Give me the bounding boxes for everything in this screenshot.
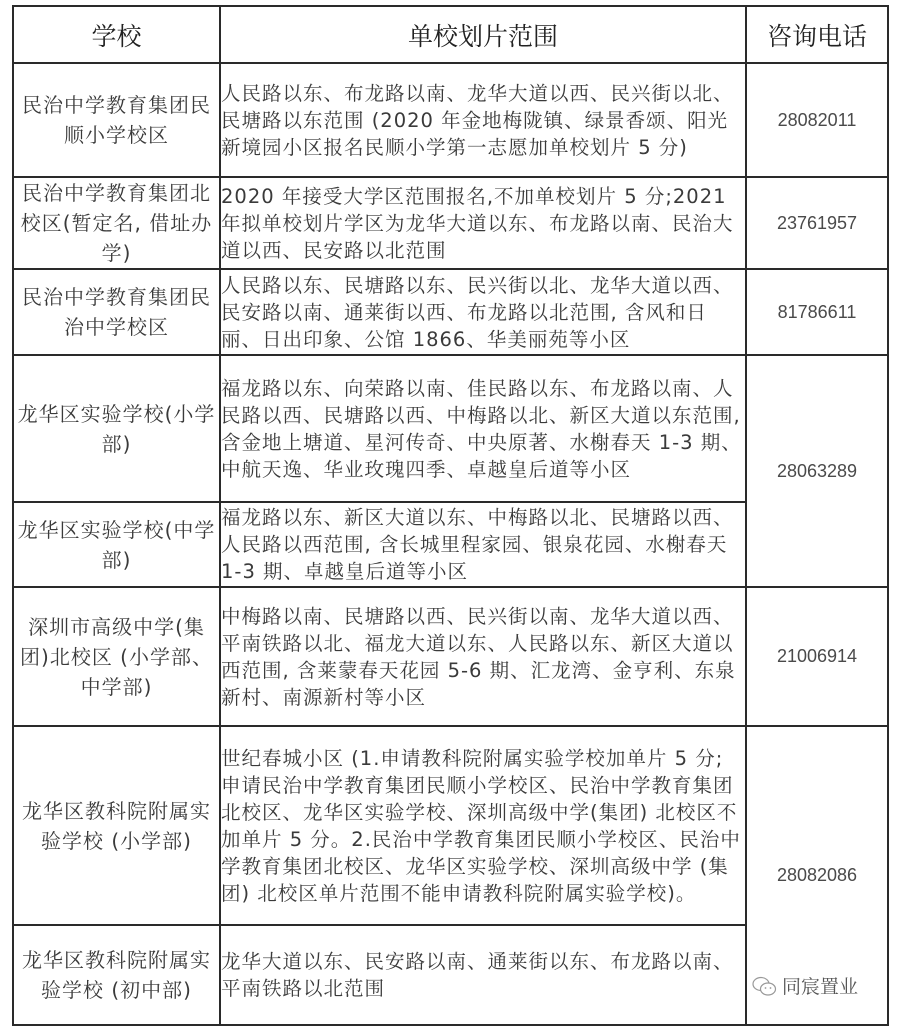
- phone-number: 28063289: [746, 355, 888, 587]
- zoning-scope: 2020 年接受大学区范围报名,不加单校划片 5 分;2021 年拟单校划片学区为龙华大道以东、布龙路以南、民治大道以西、民安路以北范围: [220, 177, 746, 269]
- school-zoning-table: [12, 5, 889, 1026]
- school-name: 深圳市高级中学(集团)北校区 (小学部、中学部): [13, 587, 220, 726]
- table-row: [13, 177, 888, 269]
- school-name: 龙华区教科院附属实验学校 (小学部): [13, 726, 220, 925]
- table-row: [13, 726, 888, 925]
- school-name: 民治中学教育集团民顺小学校区: [13, 63, 220, 177]
- phone-number: 23761957: [746, 177, 888, 269]
- table-header-row: [13, 6, 888, 63]
- school-name: 龙华区教科院附属实验学校 (初中部): [13, 925, 220, 1025]
- header-school: 学校: [13, 6, 220, 63]
- wechat-icon: [752, 976, 778, 996]
- watermark-text: 同宸置业: [782, 976, 859, 998]
- phone-number: 28082011: [746, 63, 888, 177]
- school-name: 民治中学教育集团北校区(暂定名, 借址办学): [13, 177, 220, 269]
- header-phone: 咨询电话: [746, 6, 888, 63]
- watermark: [752, 972, 858, 999]
- zoning-scope: 福龙路以东、新区大道以东、中梅路以北、民塘路以西、人民路以西范围, 含长城里程家园、银泉花园、水榭春天 1-3 期、卓越皇后道等小区: [220, 502, 746, 587]
- zoning-scope: 福龙路以东、向荣路以南、佳民路以东、布龙路以南、人民路以西、民塘路以西、中梅路以北、新区大道以东范围, 含金地上塘道、星河传奇、中央原著、水榭春天 1-3 期、中航天逸、华业玫瑰四季、卓越皇后道等小区: [220, 355, 746, 502]
- school-name: 龙华区实验学校(小学部): [13, 355, 220, 502]
- phone-number: 28082086: [776, 865, 858, 885]
- zoning-scope: 人民路以东、民塘路以东、民兴街以北、龙华大道以西、民安路以南、通莱街以西、布龙路以北范围, 含风和日丽、日出印象、公馆 1866、华美丽苑等小区: [220, 269, 746, 355]
- zoning-scope: 中梅路以南、民塘路以西、民兴街以南、龙华大道以西、平南铁路以北、福龙大道以东、人民路以东、新区大道以西范围, 含莱蒙春天花园 5-6 期、汇龙湾、金亨利、东泉新村、南源新村等小区: [220, 587, 746, 726]
- zoning-scope: 龙华大道以东、民安路以南、通莱街以东、布龙路以南、平南铁路以北范围: [220, 925, 746, 1025]
- table-row: [13, 355, 888, 502]
- table-row: [13, 587, 888, 726]
- header-scope: 单校划片范围: [220, 6, 746, 63]
- table-row: [13, 269, 888, 355]
- school-name: 龙华区实验学校(中学部): [13, 502, 220, 587]
- school-name: 民治中学教育集团民治中学校区: [13, 269, 220, 355]
- table-row: [13, 63, 888, 177]
- zoning-scope: 人民路以东、布龙路以南、龙华大道以西、民兴街以北、民塘路以东范围 (2020 年金地梅陇镇、绿景香颂、阳光新境园小区报名民顺小学第一志愿加单校划片 5 分): [220, 63, 746, 177]
- phone-number: 21006914: [746, 587, 888, 726]
- zoning-scope: 世纪春城小区 (1.申请教科院附属实验学校加单片 5 分; 申请民治中学教育集团民顺小学校区、民治中学教育集团北校区、龙华区实验学校、深圳高级中学(集团) 北校区不加单片 5 分。2.民治中学教育集团民顺小学校区、民治中学教育集团北校区、龙华区实验学校、深圳高级中学 (集团) 北校区单片范围不能申请教科院附属实验学校)。: [220, 726, 746, 925]
- phone-number: 81786611: [746, 269, 888, 355]
